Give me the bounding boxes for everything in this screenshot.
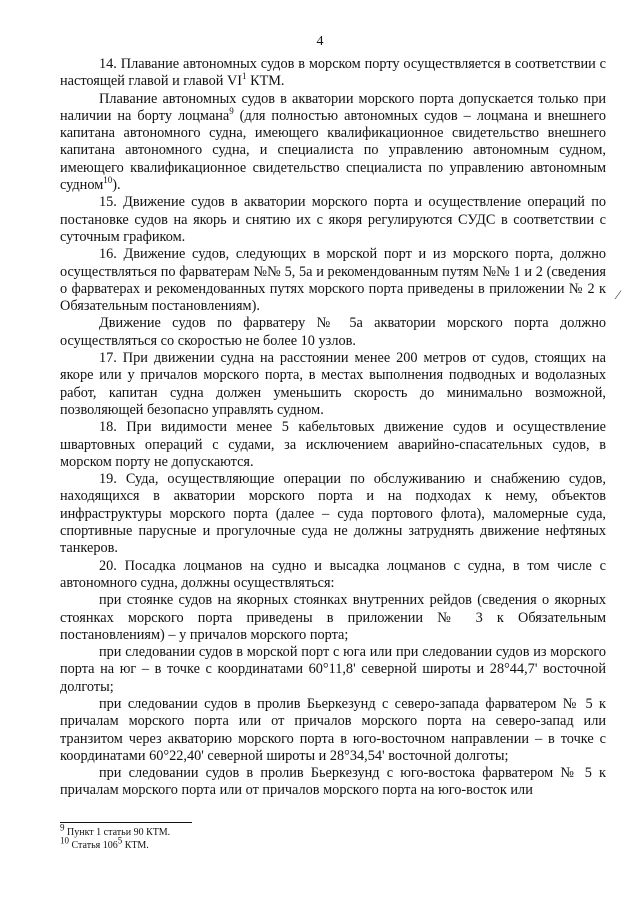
text-run: 16. Движение судов, следующих в морской порт и из морского порта, должно осуществляться по фарватерам №№ 5, 5а и рекомендованным путям №№ 1 и 2 (сведения о фарватерах и рекомендованных путях морского порта приведены в приложении № 2 к Обязательным постановлениям). — [60, 246, 606, 315]
text-run: при следовании судов в пролив Бьеркезунд с юго-востока фарватером № 5 к причалам морского порта или от причалов морского порта на юго-восток или — [60, 765, 606, 799]
paragraph — [60, 315, 606, 350]
text-run: КТМ. — [122, 840, 149, 851]
footnotes — [60, 822, 171, 852]
text-run: Статья 106 — [69, 840, 118, 851]
text-run: при следовании судов в пролив Бьеркезунд с северо-запада фарватером № 5 к причалам морского порта или от причалов морского порта на северо-запад или транзитом через акваторию морского порта в юго-восточном направлении – в точке с координатами 60°22,40' северной широты и 28°34,54' восточной долготы; — [60, 695, 606, 764]
text-run: ). — [112, 177, 121, 194]
paragraph — [60, 419, 606, 471]
footnote-marker: 10 — [60, 835, 69, 846]
text-run: при следовании судов в морской порт с юга или при следовании судов из морского порта на юг – в точке с координатами 60°11,8' северной широты и 28°44,7' восточной долготы; — [60, 644, 606, 695]
text-run: 17. При движении судна на расстоянии менее 200 метров от судов, стоящих на якоре или у причалов морского порта, в местах выполнения подводных и водолазных работ, капитан судна должен уменьшить скорость до минимально возможной, позволяющей безопасно управлять судном. — [60, 350, 606, 418]
margin-mark: ⁄ — [617, 287, 620, 302]
footnote-marker: 10 — [103, 175, 113, 186]
footnote-marker: 9 — [229, 106, 234, 117]
paragraph — [60, 696, 606, 765]
paragraph — [60, 558, 606, 593]
text-run: 14. Плавание автономных судов в морском порту осуществляется в соответствии с настоящей главой и главой VI — [60, 56, 606, 90]
text-run: (для полностью автономных судов – лоцмана и внешнего капитана автономного судна, имеющего квалификационное свидетельство внешнего капитана автономного судна, и специалиста по управлению автономным судном, имеющего квалификационное свидетельство специалиста по управлению автономным судном — [60, 107, 606, 194]
footnote-marker: 1 — [242, 71, 247, 82]
paragraph — [60, 246, 606, 315]
paragraph — [60, 91, 606, 195]
text-run: 18. При видимости менее 5 кабельтовых движение судов и осуществление швартовных операций с судами, за исключением аварийно-спасательных судов, в морском порту не допускаются. — [60, 419, 606, 470]
paragraph — [60, 350, 606, 419]
footnote-marker: 5 — [117, 835, 123, 846]
footnote-marker: 9 — [60, 822, 65, 833]
paragraph — [60, 644, 606, 696]
footnote — [60, 835, 170, 852]
paragraph — [60, 56, 606, 91]
text-run: Пункт 1 статьи 90 КТМ. — [64, 827, 171, 838]
text-run: 15. Движение судов в акватории морского порта и осуществление операций по постановке судов на якорь и снятию их с якоря регулируются СУДС в соответствии с суточным графиком. — [60, 194, 606, 245]
paragraph — [60, 765, 606, 800]
document-body — [60, 56, 606, 800]
paragraph — [60, 471, 606, 557]
text-run: при стоянке судов на якорных стоянках внутренних рейдов (сведения о якорных стоянках морского порта приведены в приложении № 3 к Обязательным постановлениям) – у причалов морского порта; — [60, 592, 606, 643]
text-run: Плавание автономных судов в акватории морского порта допускается только при наличии на борту лоцмана — [60, 90, 606, 124]
paragraph — [60, 194, 606, 246]
page-number: 4 — [316, 34, 324, 49]
footnote — [60, 822, 171, 839]
footnote-divider — [60, 822, 192, 823]
text-run: 20. Посадка лоцманов на судно и высадка лоцманов с судна, в том числе с автономного судна, должны осуществляться: — [60, 557, 606, 591]
text-run: КТМ. — [246, 73, 285, 90]
text-run: Движение судов по фарватеру № 5а акватории морского порта должно осуществляться со скоростью не более 10 узлов. — [60, 315, 606, 349]
paragraph — [60, 592, 606, 644]
text-run: 19. Суда, осуществляющие операции по обслуживанию и снабжению судов, находящихся в акватории морского порта и на подходах к нему, объектов инфраструктуры морского порта (далее – суда портового флота), маломерные суда, спортивные парусные и прогулочные суда не должны затруднять движение нефтяных танкеров. — [60, 471, 606, 557]
